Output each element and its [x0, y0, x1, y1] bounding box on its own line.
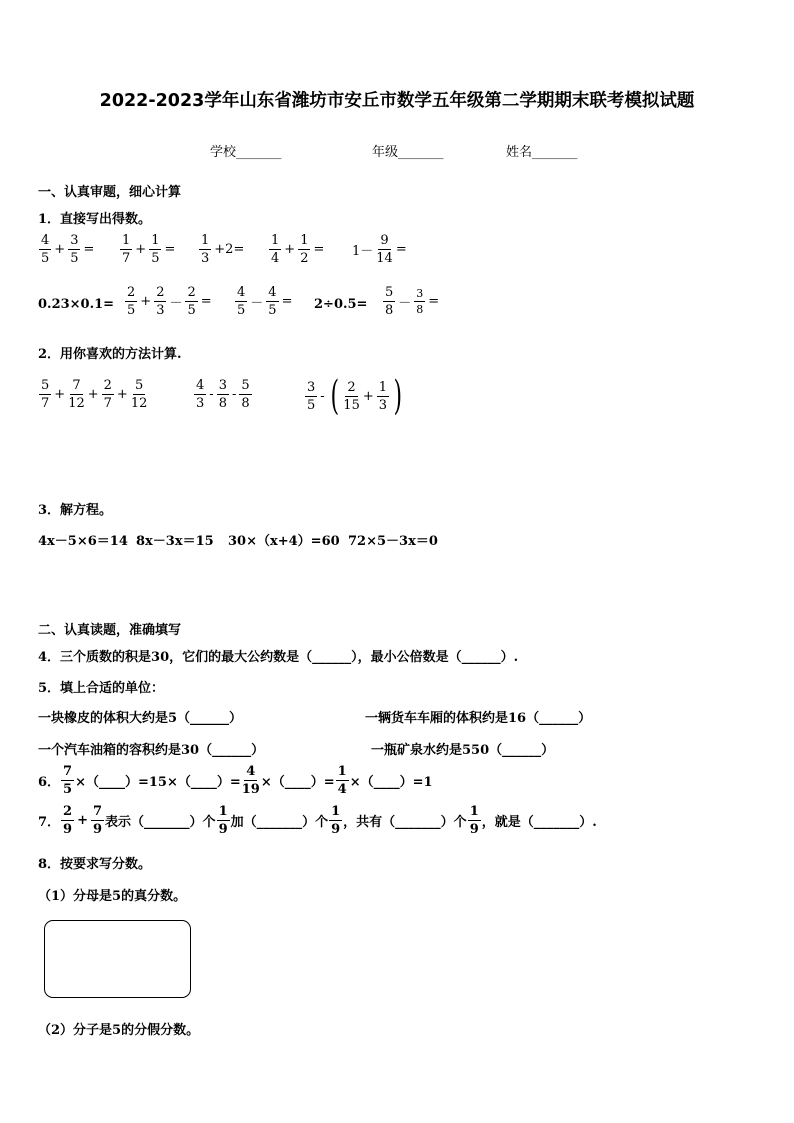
page-title: 2022-2023学年山东省潍坊市安丘市数学五年级第二学期期末联考模拟试题: [99, 91, 695, 111]
q2-label: 2．用你喜欢的方法计算.: [38, 347, 182, 362]
q8-label: 8．按要求写分数。: [38, 857, 152, 872]
q8-part1: （1）分母是5的真分数。: [38, 889, 187, 904]
q5-a: 一块橡皮的体积大约是5（______）: [38, 711, 243, 726]
q1-r1-e3: $\frac{1}{3}$ +2=: [201, 233, 245, 266]
q1-r2-e2: $\frac{2}{5}$ + $\frac{2}{3}$ － $\frac{2}{5}$ =: [127, 285, 212, 318]
q1-r2-e1: 0.23×0.1=: [38, 297, 115, 312]
grade-field: 年级_______: [372, 145, 444, 160]
q3-e2: 8x－3x＝15: [136, 534, 214, 549]
q2-e1: $\frac{5}{7}$ + $\frac{7}{12}$ + $\frac{2}{7}$ + $\frac{5}{12}$: [41, 378, 148, 411]
q8-part2: （2）分子是5的分假分数。: [38, 1023, 200, 1038]
q5-label: 5．填上合适的单位：: [38, 681, 165, 696]
q2-e3: $\frac{3}{5}$ - ( $\frac{2}{15}$ + $\frac{1}{3}$ ): [307, 373, 403, 419]
section1-heading: 一、认真审题，细心计算: [38, 185, 182, 200]
q3-e3: 30×（x+4）=60: [228, 534, 340, 549]
q1-r1-e2: $\frac{1}{7}$ + $\frac{1}{5}$ =: [122, 233, 176, 266]
answer-box[interactable]: [44, 920, 191, 998]
q5-d: 一瓶矿泉水约是550（______）: [371, 743, 555, 758]
q1-r1-e4: $\frac{1}{4}$ + $\frac{1}{2}$ =: [271, 233, 325, 266]
q6-text: 6． $\frac{7}{5}$ ×（____）=15×（____）= $\frac{4}{19}$ ×（____）= $\frac{1}{4}$ ×（____）=1: [38, 764, 433, 797]
q1-r1-e1: $\frac{4}{5}$ + $\frac{3}{5}$ =: [41, 233, 95, 266]
q4-text: 4．三个质数的积是30，它们的最大公约数是（______），最小公倍数是（______）.: [38, 650, 519, 665]
q3-e1: 4x－5×6＝14: [38, 534, 128, 549]
q5-c: 一个汽车油箱的容积约是30（______）: [38, 743, 265, 758]
q7-text: 7． $\frac{2}{9}$ + $\frac{7}{9}$ 表示（_______）个 $\frac{1}{9}$ 加（_______）个 $\frac{1}{9}$ ，共有（_______）个 $\frac{1}{9}$ ，就是（_______）.: [38, 804, 597, 837]
school-field: 学校_______: [210, 145, 282, 160]
q1-r1-e5: 1－ $\frac{9}{14}$ =: [352, 233, 407, 266]
q3-e4: 72×5－3x＝0: [348, 534, 438, 549]
name-field: 姓名_______: [506, 145, 578, 160]
q1-r2-e3: $\frac{4}{5}$ － $\frac{4}{5}$ =: [237, 285, 293, 318]
q1-r2-e5: $\frac{5}{8}$ － $\frac{3}{8}$ =: [385, 285, 440, 318]
section2-heading: 二、认真读题，准确填写: [38, 623, 182, 638]
q1-label: 1．直接写出得数。: [38, 212, 152, 227]
q2-e2: $\frac{4}{3}$ - $\frac{3}{8}$ - $\frac{5}{8}$: [196, 378, 250, 411]
q5-b: 一辆货车车厢的体积约是16（______）: [365, 711, 592, 726]
q1-r2-e4: 2÷0.5=: [314, 297, 368, 312]
q3-label: 3．解方程。: [38, 503, 113, 518]
